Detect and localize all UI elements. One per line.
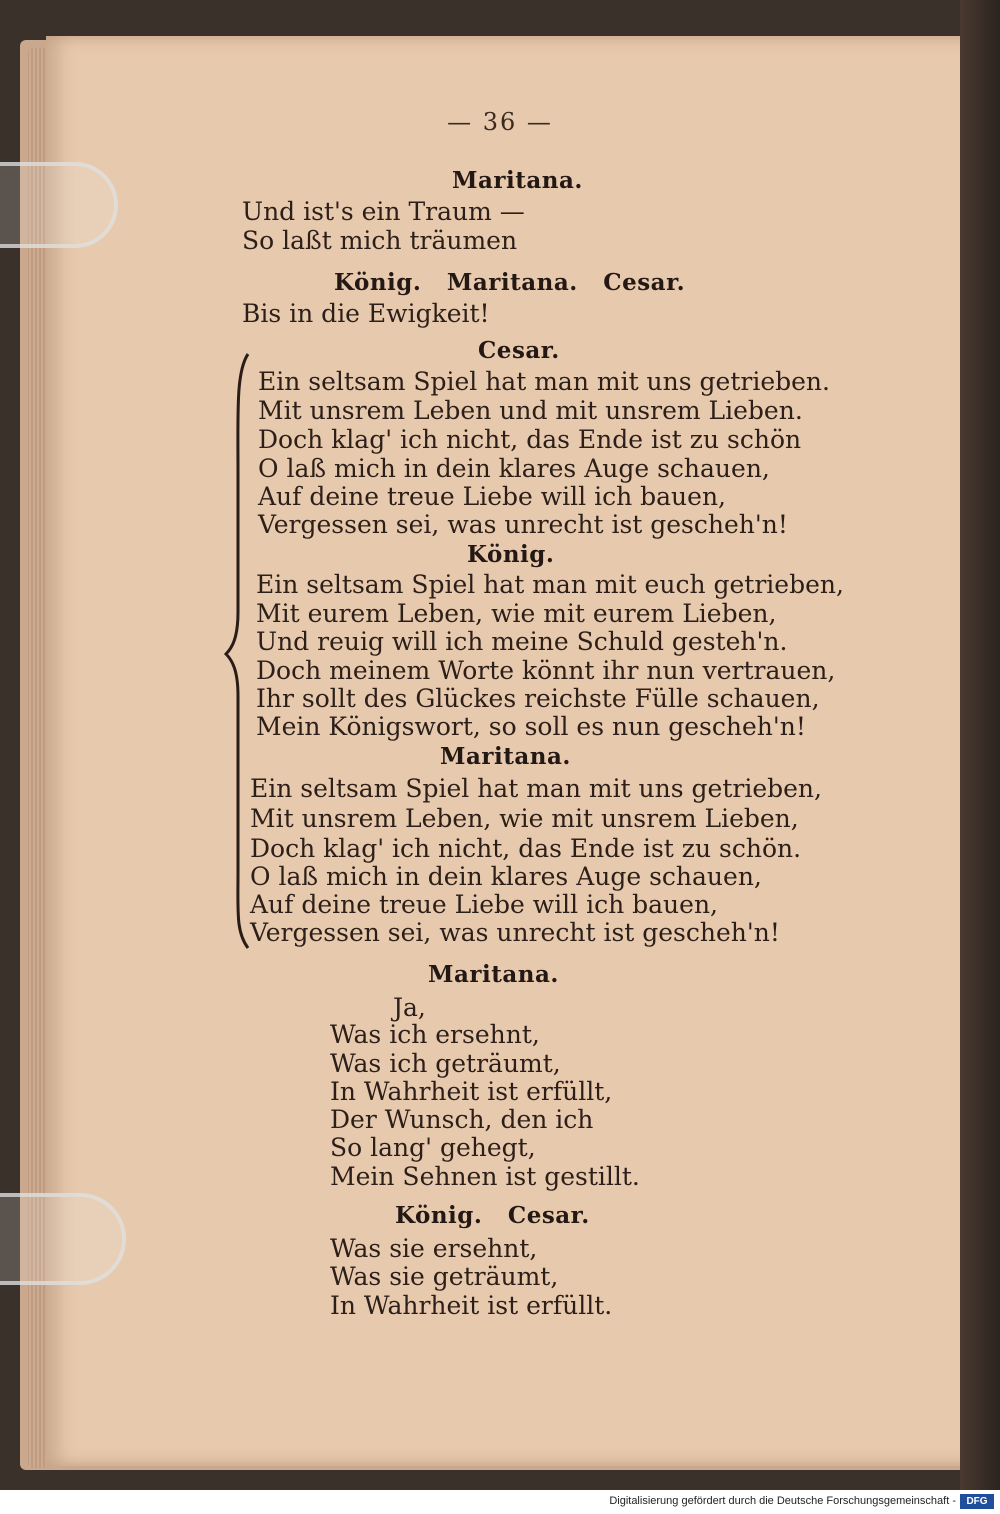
verse-line: Doch klag' ich nicht, das Ende ist zu schön — [258, 425, 802, 454]
speaker-heading: König. Cesar. — [395, 1202, 590, 1229]
verse-line: Was sie ersehnt, — [330, 1234, 538, 1263]
verse-line: Ja, — [393, 993, 426, 1022]
verse-line: Ein seltsam Spiel hat man mit euch getrieben, — [256, 570, 844, 599]
verse-line: Vergessen sei, was unrecht ist gescheh'n! — [250, 918, 780, 947]
verse-line: Auf deine treue Liebe will ich bauen, — [258, 482, 726, 511]
verse-line: Und ist's ein Traum — — [242, 197, 525, 226]
speaker-heading: Maritana. — [440, 743, 571, 770]
verse-line: Mein Sehnen ist gestillt. — [330, 1162, 640, 1191]
verse-line: Und reuig will ich meine Schuld gesteh'n. — [256, 627, 788, 656]
verse-line: Der Wunsch, den ich — [330, 1105, 594, 1134]
verse-line: Mit unsrem Leben und mit unsrem Lieben. — [258, 396, 803, 425]
verse-line: Auf deine treue Liebe will ich bauen, — [250, 890, 718, 919]
funding-credit: Digitalisierung gefördert durch die Deutsche Forschungsgemeinschaft - — [609, 1495, 956, 1507]
verse-line: Ein seltsam Spiel hat man mit uns getrieben. — [258, 367, 830, 396]
verse-line: So laßt mich träumen — [242, 226, 518, 255]
verse-line: Mein Königswort, so soll es nun gescheh'n! — [256, 712, 806, 741]
verse-line: Bis in die Ewigkeit! — [242, 299, 490, 328]
speaker-heading: Maritana. — [452, 167, 583, 194]
verse-line: In Wahrheit ist erfüllt. — [330, 1291, 613, 1320]
speaker-heading: Maritana. — [428, 961, 559, 988]
verse-line: Was sie geträumt, — [330, 1262, 559, 1291]
verse-line: Was ich geträumt, — [330, 1049, 561, 1078]
verse-line: Ein seltsam Spiel hat man mit uns getrieben, — [250, 774, 822, 803]
page-number: — 36 — — [447, 108, 553, 136]
page-clip-bottom — [0, 1193, 126, 1285]
verse-brace — [222, 352, 252, 950]
digitization-footer — [0, 1490, 1000, 1514]
verse-line: Vergessen sei, was unrecht ist gescheh'n! — [258, 510, 788, 539]
speaker-heading: König. — [467, 541, 555, 568]
verse-line: Doch meinem Worte könnt ihr nun vertrauen, — [256, 656, 836, 685]
verse-line: Mit eurem Leben, wie mit eurem Lieben, — [256, 599, 777, 628]
verse-line: In Wahrheit ist erfüllt, — [330, 1077, 613, 1106]
verse-line: O laß mich in dein klares Auge schauen, — [258, 454, 770, 483]
book-gutter — [960, 0, 1000, 1490]
verse-line: So lang' gehegt, — [330, 1133, 536, 1162]
dfg-logo: DFG — [960, 1494, 994, 1509]
verse-line: Was ich ersehnt, — [330, 1020, 540, 1049]
speaker-heading: Cesar. — [478, 337, 560, 364]
page-clip-top — [0, 162, 118, 248]
verse-line: Doch klag' ich nicht, das Ende ist zu schön. — [250, 834, 802, 863]
verse-line: O laß mich in dein klares Auge schauen, — [250, 862, 762, 891]
verse-line: Mit unsrem Leben, wie mit unsrem Lieben, — [250, 804, 799, 833]
verse-line: Ihr sollt des Glückes reichste Fülle schauen, — [256, 684, 820, 713]
speaker-heading: König. Maritana. Cesar. — [334, 269, 686, 296]
